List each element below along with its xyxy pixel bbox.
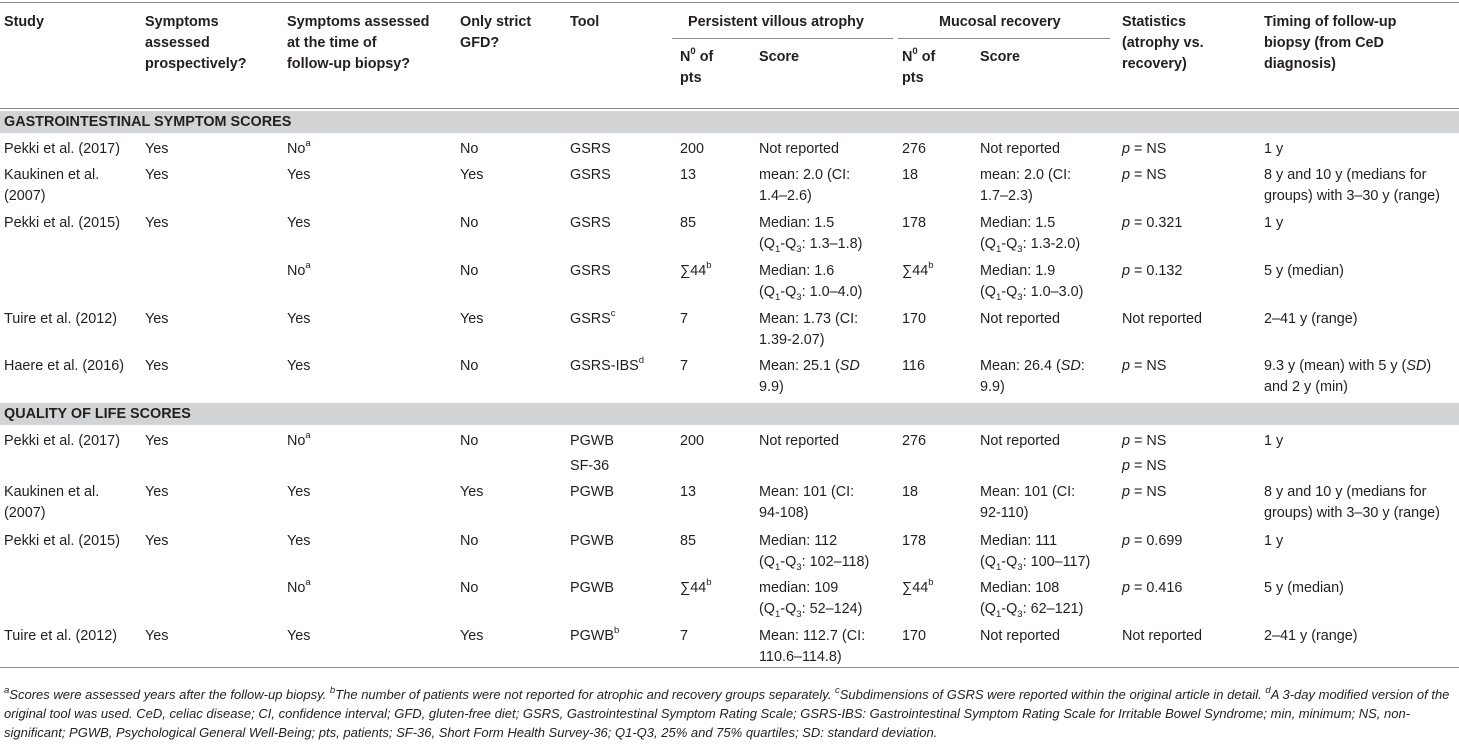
cell-line: Mean: 26.4 (SD:	[980, 358, 1085, 374]
cell-text: GSRS	[570, 167, 611, 183]
cell-text: 178	[902, 533, 927, 549]
cell-attime	[287, 431, 311, 452]
cell-timing	[1264, 531, 1283, 552]
cell-n-r	[902, 531, 926, 552]
cell-text: No	[287, 433, 306, 449]
cell-strict	[460, 165, 483, 186]
cell-tool	[570, 531, 614, 552]
cell-stat	[1122, 456, 1166, 477]
top-rule	[0, 2, 1459, 3]
cell-text: 276	[902, 433, 927, 449]
cell-text: GSRS	[570, 311, 611, 327]
cell-line: Median: 1.5	[980, 215, 1056, 231]
cell-study	[4, 213, 120, 234]
cell-score-a	[759, 482, 854, 524]
cell-score-r	[980, 578, 1083, 620]
cell-line: Median: 1.6	[759, 263, 835, 279]
table-footnotes: $^a$Scores were assessed years after the follow-up biopsy. $^b$The number of patients were not reported for atrophic and recovery groups separately. $^c$Subdimensions of GSRS were reported within the original article in detail. $^d$A 3-day modified version of the original tool was used. CeD, celiac disease; CI, confidence interval; GFD, gluten-free diet; GSRS, Gastrointestinal Symptom Rating Scale; GSRS-IBS: Gastrointestinal Symptom Rating Scale for Irritable Bowel Syndrome; min, minimum; NS, non-significant; PGWB, Psychological General Well-Being; pts, patients; SF-36, Short Form Health Survey-36; Q1-Q3, 25% and 75% quartiles; SD: standard deviation.	[4, 684, 1450, 740]
cell-text: Yes	[287, 628, 311, 644]
cell-line: Tuire et al. (2012)	[4, 628, 118, 644]
cell-line: Tuire et al. (2012)	[4, 311, 118, 327]
cell-prosp	[145, 531, 168, 552]
cell-line: Not reported	[980, 433, 1060, 449]
cell-line: median: 109	[759, 580, 839, 596]
cell-text: Yes	[145, 167, 169, 183]
cell-score-a	[759, 531, 869, 573]
cell-n-r	[902, 139, 926, 160]
cell-tool	[570, 261, 611, 282]
cell-timing	[1264, 139, 1283, 160]
cell-attime	[287, 531, 310, 552]
cell-text: Yes	[145, 533, 169, 549]
cell-line: ($Q_1-Q_3$: 62–121)	[980, 601, 1084, 620]
cell-line: 2–41 y (range)	[1264, 311, 1358, 327]
cell-text: 276	[902, 141, 927, 157]
cell-text: Yes	[145, 141, 169, 157]
cell-attime	[287, 213, 310, 234]
cell-score-a	[759, 356, 860, 398]
cell-line: Median: 111	[980, 533, 1058, 549]
cell-line: Kaukinen et al.	[4, 167, 100, 183]
footnote-mark: a	[305, 138, 311, 150]
cell-stat	[1122, 578, 1182, 599]
cell-strict	[460, 626, 483, 647]
cell-attime	[287, 165, 310, 186]
cell-tool	[570, 456, 609, 477]
cell-line: ($Q_1-Q_3$: 1.3–1.8)	[759, 236, 863, 255]
cell-n-r	[902, 261, 934, 282]
cell-text: Yes	[145, 311, 169, 327]
cell-text: p = NS	[1122, 484, 1167, 500]
cell-line: 9.3 y (mean) with 5 y (SD)	[1264, 358, 1432, 374]
cell-study	[4, 309, 117, 330]
cell-score-a	[759, 213, 862, 255]
cell-text: Yes	[460, 311, 484, 327]
cell-line: Pekki et al. (2017)	[4, 433, 120, 449]
cell-n-a	[680, 531, 696, 552]
cell-score-r	[980, 431, 1060, 452]
footnote-mark: b	[928, 260, 934, 272]
cell-text: SF-36	[570, 458, 610, 474]
footnote-mark: b	[706, 260, 712, 272]
cell-line: 8 y and 10 y (medians for	[1264, 167, 1427, 183]
cell-line: 92-110)	[980, 505, 1029, 521]
cell-timing	[1264, 309, 1358, 330]
header-atrophy-score: Score	[759, 49, 799, 65]
cell-text: p = NS	[1122, 167, 1167, 183]
cell-strict	[460, 531, 478, 552]
cell-text: 85	[680, 215, 697, 231]
cell-line: groups) with 3–30 y (range)	[1264, 505, 1440, 521]
cell-text: ∑44	[680, 580, 707, 596]
cell-timing	[1264, 626, 1358, 647]
cell-text: GSRS	[570, 141, 611, 157]
cell-line: Mean: 1.73 (CI:	[759, 311, 859, 327]
cell-prosp	[145, 309, 168, 330]
cell-n-a	[680, 139, 704, 160]
cell-text: No	[460, 215, 479, 231]
footnote-mark: b	[928, 577, 934, 589]
cell-text: PGWB	[570, 484, 614, 500]
cell-line: Kaukinen et al.	[4, 484, 100, 500]
cell-n-a	[680, 626, 688, 647]
cell-line: Not reported	[759, 433, 839, 449]
cell-score-r	[980, 261, 1083, 303]
header-study: Study	[4, 14, 44, 30]
cell-text: 13	[680, 167, 697, 183]
cell-prosp	[145, 139, 168, 160]
cell-strict	[460, 139, 478, 160]
cell-study	[4, 431, 120, 452]
cell-text: GSRS-IBS	[570, 358, 639, 374]
cell-line: Median: 1.9	[980, 263, 1056, 279]
cell-stat	[1122, 482, 1166, 503]
recovery-group-rule	[898, 38, 1110, 39]
cell-text: 200	[680, 141, 705, 157]
cell-text: p = 0.699	[1122, 533, 1183, 549]
cell-line: 5 y (median)	[1264, 580, 1344, 596]
cell-n-a	[680, 261, 712, 282]
cell-n-r	[902, 578, 934, 599]
cell-line: Median: 108	[980, 580, 1060, 596]
header-recovery-n: $N^0$ of pts	[902, 46, 936, 86]
cell-n-a	[680, 213, 696, 234]
cell-tool	[570, 578, 614, 599]
cell-text: Yes	[287, 484, 311, 500]
cell-line: 110.6–114.8)	[759, 649, 842, 665]
cell-text: 170	[902, 311, 927, 327]
section-title: GASTROINTESTINAL SYMPTOM SCORES	[4, 114, 292, 130]
cell-tool	[570, 431, 614, 452]
header-prospective: Symptoms assessed prospectively?	[145, 14, 247, 72]
cell-text: 7	[680, 628, 689, 644]
cell-n-a	[680, 165, 696, 186]
cell-text: Yes	[460, 167, 484, 183]
cell-line: ($Q_1-Q_3$: 102–118)	[759, 554, 870, 573]
cell-text: 200	[680, 433, 705, 449]
cell-strict	[460, 261, 478, 282]
cell-n-r	[902, 626, 926, 647]
cell-prosp	[145, 356, 168, 377]
section-band	[0, 111, 1459, 133]
cell-stat	[1122, 531, 1182, 552]
cell-score-r	[980, 165, 1071, 207]
cell-text: Yes	[287, 533, 311, 549]
cell-text: Yes	[287, 311, 311, 327]
cell-line: ($Q_1-Q_3$: 1.0–3.0)	[980, 284, 1084, 303]
cell-tool	[570, 309, 616, 330]
header-recovery-score: Score	[980, 49, 1020, 65]
cell-line: 1 y	[1264, 215, 1284, 231]
cell-line: (2007)	[4, 505, 46, 521]
cell-text: No	[287, 580, 306, 596]
cell-line: and 2 y (min)	[1264, 379, 1348, 395]
header-strict-gfd: Only strict GFD?	[460, 14, 532, 51]
cell-line: groups) with 3–30 y (range)	[1264, 188, 1440, 204]
cell-n-a	[680, 431, 704, 452]
cell-text: GSRS	[570, 263, 611, 279]
cell-stat	[1122, 165, 1166, 186]
cell-attime	[287, 626, 310, 647]
cell-line: Mean: 101 (CI:	[759, 484, 855, 500]
cell-text: p = NS	[1122, 141, 1167, 157]
cell-n-r	[902, 431, 926, 452]
cell-line: Mean: 101 (CI:	[980, 484, 1076, 500]
cell-text: Yes	[287, 215, 311, 231]
cell-study	[4, 356, 124, 377]
cell-attime	[287, 309, 310, 330]
cell-text: No	[460, 580, 479, 596]
section-band	[0, 403, 1459, 425]
cell-text: PGWB	[570, 433, 614, 449]
atrophy-group-rule	[672, 38, 893, 39]
cell-line: 5 y (median)	[1264, 263, 1344, 279]
cell-text: ∑44	[902, 580, 929, 596]
cell-line: ($Q_1-Q_3$: 52–124)	[759, 601, 863, 620]
cell-tool	[570, 213, 611, 234]
cell-text: 116	[902, 358, 925, 374]
footnote-mark: a	[305, 430, 311, 442]
cell-score-r	[980, 482, 1075, 524]
cell-text: Yes	[145, 484, 169, 500]
cell-study	[4, 626, 117, 647]
cell-attime	[287, 482, 310, 503]
cell-line: mean: 2.0 (CI:	[759, 167, 851, 183]
cell-n-r	[902, 213, 926, 234]
cell-text: 18	[902, 167, 919, 183]
cell-stat	[1122, 356, 1166, 377]
cell-text: Not reported	[1122, 311, 1202, 327]
cell-text: Yes	[145, 358, 169, 374]
cell-study	[4, 139, 120, 160]
cell-stat	[1122, 261, 1182, 282]
cell-line: Pekki et al. (2015)	[4, 533, 120, 549]
cell-tool	[570, 139, 611, 160]
cell-line: Mean: 112.7 (CI:	[759, 628, 866, 644]
cell-text: 170	[902, 628, 927, 644]
cell-timing	[1264, 165, 1440, 207]
cell-text: No	[287, 263, 306, 279]
cell-stat	[1122, 626, 1202, 647]
cell-line: Median: 1.5	[759, 215, 835, 231]
cell-strict	[460, 213, 478, 234]
cell-line: 1 y	[1264, 533, 1284, 549]
cell-n-r	[902, 482, 918, 503]
cell-study	[4, 165, 99, 207]
cell-text: PGWB	[570, 628, 614, 644]
cell-line: 1 y	[1264, 433, 1284, 449]
cell-line: 2–41 y (range)	[1264, 628, 1358, 644]
cell-text: ∑44	[680, 263, 707, 279]
cell-stat	[1122, 309, 1202, 330]
cell-attime	[287, 356, 310, 377]
cell-attime	[287, 578, 311, 599]
header-statistics: Statistics (atrophy vs. recovery)	[1122, 14, 1204, 72]
cell-text: p = NS	[1122, 458, 1167, 474]
cell-score-r	[980, 356, 1085, 398]
cell-text: p = 0.321	[1122, 215, 1183, 231]
cell-strict	[460, 578, 478, 599]
cell-line: Not reported	[980, 628, 1060, 644]
cell-score-a	[759, 165, 850, 207]
cell-prosp	[145, 626, 168, 647]
cell-timing	[1264, 213, 1283, 234]
cell-n-a	[680, 578, 712, 599]
cell-score-a	[759, 626, 865, 668]
cell-text: p = NS	[1122, 358, 1167, 374]
cell-line: Mean: 25.1 (SD	[759, 358, 860, 374]
cell-text: Yes	[460, 628, 484, 644]
cell-text: No	[460, 141, 479, 157]
cell-text: p = 0.132	[1122, 263, 1183, 279]
footnote-mark: c	[610, 308, 616, 320]
cell-text: Yes	[287, 358, 311, 374]
cell-line: 1.7–2.3)	[980, 188, 1033, 204]
cell-line: Median: 112	[759, 533, 838, 549]
cell-line: ($Q_1-Q_3$: 1.0–4.0)	[759, 284, 863, 303]
header-atrophy-n: $N^0$ of pts	[680, 46, 714, 86]
cell-line: (2007)	[4, 188, 46, 204]
cell-score-r	[980, 309, 1060, 330]
cell-text: No	[287, 141, 306, 157]
cell-text: PGWB	[570, 533, 614, 549]
header-tool: Tool	[570, 14, 600, 30]
cell-score-r	[980, 139, 1060, 160]
cell-text: Yes	[145, 628, 169, 644]
cell-line: 1.4–2.6)	[759, 188, 812, 204]
cell-line: Pekki et al. (2017)	[4, 141, 120, 157]
cell-line: Not reported	[980, 311, 1060, 327]
cell-text: PGWB	[570, 580, 614, 596]
cell-line: 8 y and 10 y (medians for	[1264, 484, 1427, 500]
cell-score-a	[759, 578, 862, 620]
cell-text: Yes	[145, 433, 169, 449]
section-title: QUALITY OF LIFE SCORES	[4, 406, 191, 422]
footnote-mark: a	[305, 260, 311, 272]
cell-timing	[1264, 356, 1431, 398]
cell-prosp	[145, 165, 168, 186]
header-atrophy-group: Persistent villous atrophy	[688, 14, 864, 30]
cell-score-a	[759, 139, 839, 160]
cell-n-a	[680, 482, 696, 503]
cell-tool	[570, 356, 644, 377]
cell-text: 18	[902, 484, 919, 500]
cell-text: ∑44	[902, 263, 929, 279]
cell-line: ($Q_1-Q_3$: 100–117)	[980, 554, 1091, 573]
cell-text: Yes	[287, 167, 311, 183]
cell-tool	[570, 165, 611, 186]
cell-attime	[287, 139, 311, 160]
cell-n-a	[680, 356, 688, 377]
cell-prosp	[145, 431, 168, 452]
cell-attime	[287, 261, 311, 282]
cell-score-a	[759, 261, 862, 303]
cell-prosp	[145, 482, 168, 503]
cell-stat	[1122, 139, 1166, 160]
cell-line: Haere et al. (2016)	[4, 358, 124, 374]
abbreviations: CeD, celiac disease; CI, confidence interval; GFD, gluten-free diet; GSRS, Gastrointestinal Symptom Rating Scale; GSRS-IBS: Gastrointestinal Symptom Rating Scale for Irritable Bowel Syndrome; min, minimum; NS, non-significant; PGWB, Psychological General Well-Being; pts, patients; SF-36, Short Form Health Survey-36; Q1-Q3, 25% and 75% quartiles; SD: standard deviation.	[4, 706, 1411, 740]
cell-timing	[1264, 261, 1344, 282]
cell-score-a	[759, 309, 858, 351]
footnote-mark: b	[706, 577, 712, 589]
cell-line: Not reported	[980, 141, 1060, 157]
cell-text: 85	[680, 533, 697, 549]
footnote-mark: d	[638, 355, 645, 367]
cell-line: 9.9)	[759, 379, 784, 395]
cell-strict	[460, 309, 483, 330]
cell-text: No	[460, 533, 479, 549]
cell-tool	[570, 482, 614, 503]
cell-text: Not reported	[1122, 628, 1202, 644]
cell-timing	[1264, 482, 1440, 524]
cell-text: 178	[902, 215, 927, 231]
cell-timing	[1264, 578, 1344, 599]
footnote-mark: a	[305, 577, 311, 589]
cell-study	[4, 531, 120, 552]
cell-text: p = NS	[1122, 433, 1167, 449]
cell-n-r	[902, 356, 925, 377]
cell-line: Not reported	[759, 141, 839, 157]
cell-line: 1 y	[1264, 141, 1284, 157]
cell-text: GSRS	[570, 215, 611, 231]
cell-stat	[1122, 213, 1182, 234]
cell-strict	[460, 356, 478, 377]
cell-text: Yes	[460, 484, 484, 500]
cell-n-r	[902, 309, 926, 330]
cell-text: 13	[680, 484, 697, 500]
cell-text: 7	[680, 311, 689, 327]
cell-n-r	[902, 165, 918, 186]
footnote-mark: b	[613, 625, 620, 637]
cell-line: 94-108)	[759, 505, 809, 521]
cell-text: Yes	[145, 215, 169, 231]
header-recovery-group: Mucosal recovery	[939, 14, 1061, 30]
header-timing: Timing of follow-up biopsy (from CeD diagnosis)	[1264, 14, 1397, 72]
cell-text: No	[460, 433, 479, 449]
cell-line: ($Q_1-Q_3$: 1.3-2.0)	[980, 236, 1081, 255]
cell-line: 9.9)	[980, 379, 1005, 395]
cell-line: 1.39-2.07)	[759, 332, 825, 348]
cell-line: Pekki et al. (2015)	[4, 215, 120, 231]
cell-stat	[1122, 431, 1166, 452]
bottom-rule	[0, 667, 1459, 668]
cell-line: mean: 2.0 (CI:	[980, 167, 1072, 183]
cell-strict	[460, 431, 478, 452]
cell-n-a	[680, 309, 688, 330]
cell-prosp	[145, 213, 168, 234]
header-at-time: Symptoms assessed at the time of follow-up biopsy?	[287, 14, 430, 72]
header-bottom-rule	[0, 108, 1459, 109]
cell-score-r	[980, 626, 1060, 647]
cell-text: No	[460, 358, 479, 374]
cell-text: p = 0.416	[1122, 580, 1183, 596]
cell-strict	[460, 482, 483, 503]
cell-tool	[570, 626, 619, 647]
cell-score-a	[759, 431, 839, 452]
cell-text: 7	[680, 358, 689, 374]
cell-timing	[1264, 431, 1283, 452]
cell-text: No	[460, 263, 479, 279]
cell-score-r	[980, 531, 1090, 573]
cell-score-r	[980, 213, 1080, 255]
cell-study	[4, 482, 99, 524]
